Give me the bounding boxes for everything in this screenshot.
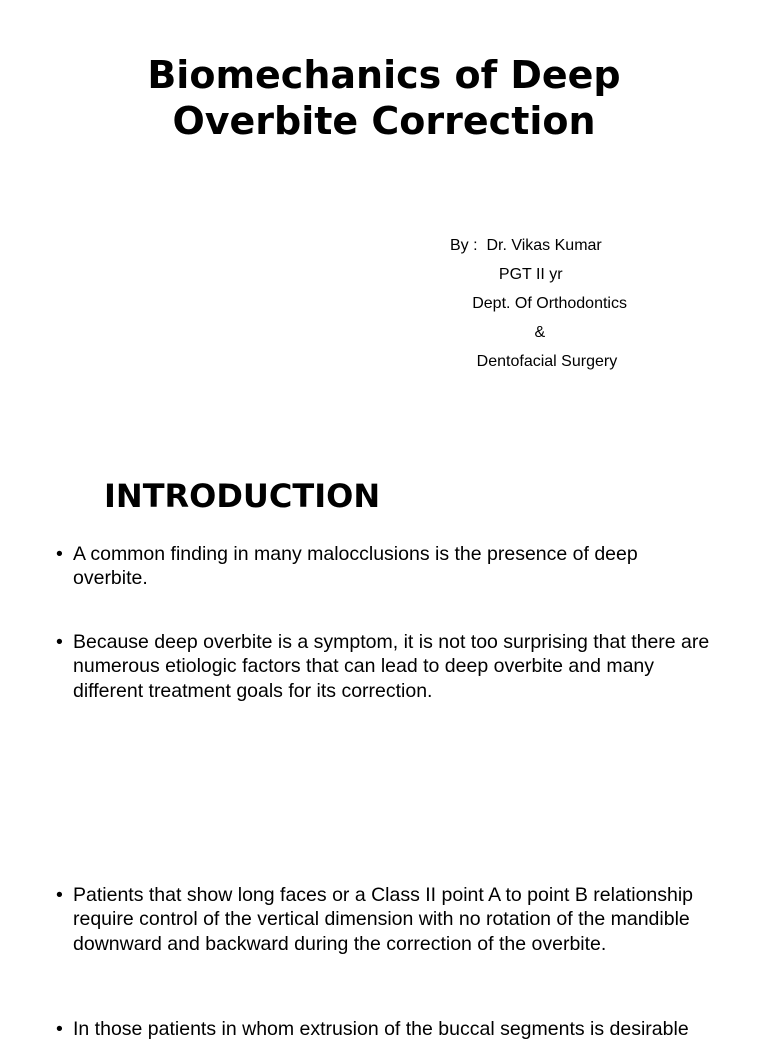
byline-position: PGT II yr	[450, 266, 563, 283]
bullet-dot-icon: •	[56, 1018, 63, 1040]
title-slide	[0, 0, 768, 450]
section-heading: INTRODUCTION	[104, 477, 381, 515]
introduction-slide	[0, 450, 768, 1040]
bullet-item	[56, 883, 716, 956]
slide-title-line-1: Biomechanics of Deep	[147, 53, 621, 97]
bullet-dot-icon: •	[56, 884, 63, 906]
bullet-text: Because deep overbite is a symptom, it is not too surprising that there are numerous etiologic factors that can lead to deep overbite and many different treatment goals for its correction.	[73, 631, 710, 702]
bullet-dot-icon: •	[56, 543, 63, 565]
author-byline	[450, 231, 768, 376]
bullet-item	[56, 1017, 716, 1041]
bullet-item	[56, 630, 716, 703]
byline-specialty: Dentofacial Surgery	[450, 353, 618, 370]
byline-author: By : Dr. Vikas Kumar	[450, 237, 602, 254]
slide-title	[0, 52, 768, 144]
byline-ampersand: &	[450, 324, 546, 341]
bullet-text: A common finding in many malocclusions is the presence of deep overbite.	[73, 543, 638, 590]
bullet-text: In those patients in whom extrusion of the buccal segments is desirable	[73, 1018, 689, 1040]
bullet-dot-icon: •	[56, 631, 63, 653]
bullet-item	[56, 542, 716, 591]
slide-title-line-2: Overbite Correction	[172, 99, 596, 143]
byline-department: Dept. Of Orthodontics	[450, 295, 627, 312]
bullet-text: Patients that show long faces or a Class II point A to point B relationship require control of the vertical dimension with no rotation of the mandible downward and backward during the correction of the overbite.	[73, 884, 694, 955]
